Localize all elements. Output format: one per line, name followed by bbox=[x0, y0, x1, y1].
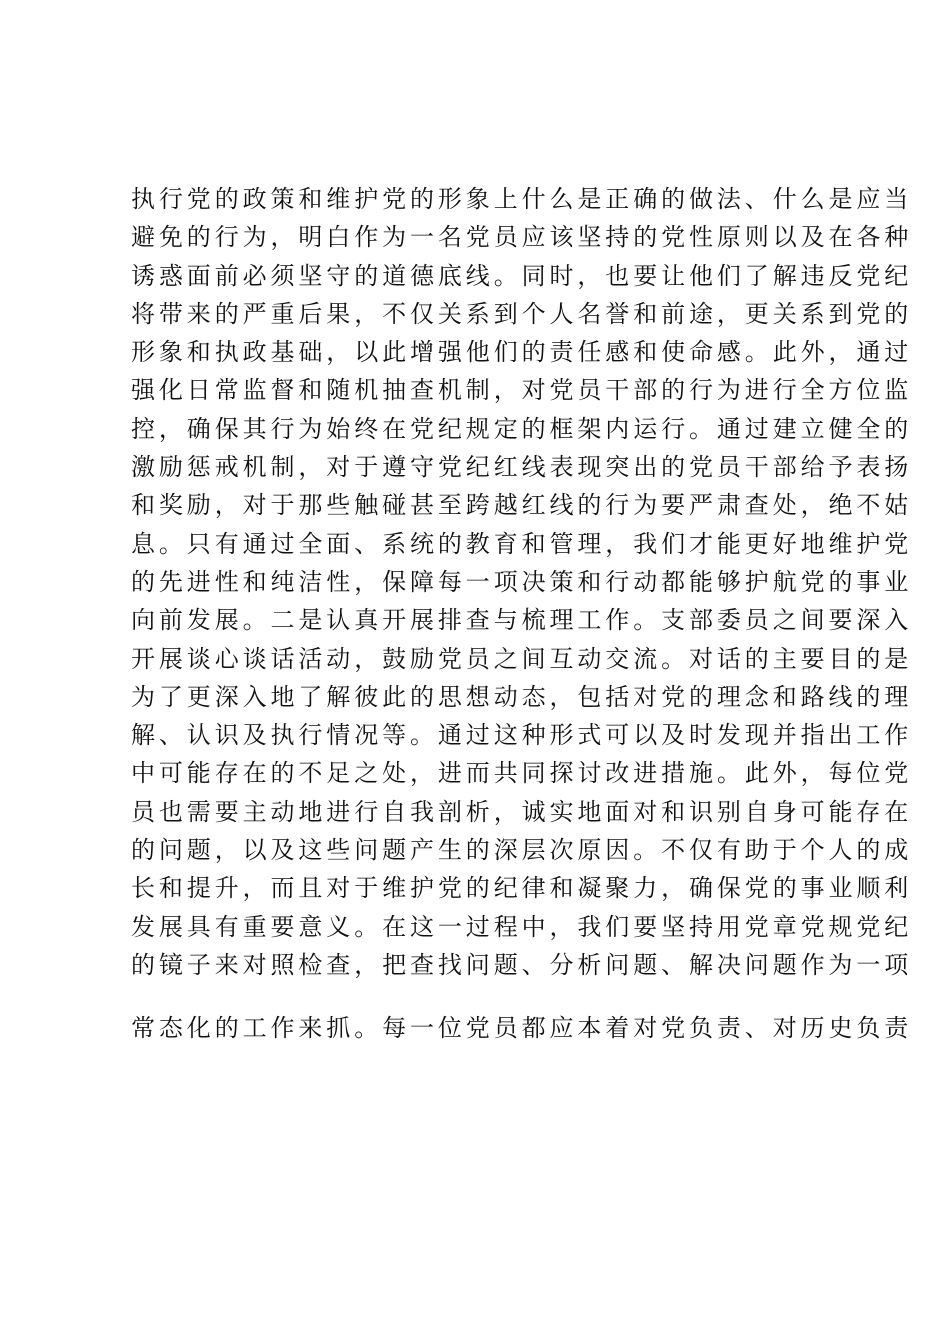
text-line: 发展具有重要意义。在这一过程中，我们要坚持用党章党规党纪 bbox=[131, 912, 913, 941]
text-line: 员也需要主动地进行自我剖析，诚实地面对和识别自身可能存在 bbox=[131, 797, 913, 826]
text-line: 常态化的工作来抓。每一位党员都应本着对党负责、对历史负责 bbox=[131, 1014, 913, 1043]
text-line: 息。只有通过全面、系统的教育和管理，我们才能更好地维护党 bbox=[131, 529, 913, 558]
text-line: 的问题，以及这些问题产生的深层次原因。不仅有助于个人的成 bbox=[131, 836, 913, 865]
text-line: 的先进性和纯洁性，保障每一项决策和行动都能够护航党的事业 bbox=[131, 567, 913, 596]
text-line: 控，确保其行为始终在党纪规定的框架内运行。通过建立健全的 bbox=[131, 414, 913, 443]
text-line: 形象和执政基础，以此增强他们的责任感和使命感。此外，通过 bbox=[131, 338, 913, 367]
text-line: 避免的行为，明白作为一名党员应该坚持的党性原则以及在各种 bbox=[131, 223, 913, 252]
text-line: 诱惑面前必须坚守的道德底线。同时，也要让他们了解违反党纪 bbox=[131, 261, 913, 290]
text-line: 强化日常监督和随机抽查机制，对党员干部的行为进行全方位监 bbox=[131, 376, 913, 405]
text-line: 将带来的严重后果，不仅关系到个人名誉和前途，更关系到党的 bbox=[131, 299, 913, 328]
text-line: 向前发展。二是认真开展排查与梳理工作。支部委员之间要深入 bbox=[131, 606, 913, 635]
text-line: 为了更深入地了解彼此的思想动态，包括对党的理念和路线的理 bbox=[131, 682, 913, 711]
text-line: 开展谈心谈话活动，鼓励党员之间互动交流。对话的主要目的是 bbox=[131, 644, 913, 673]
text-line: 长和提升，而且对于维护党的纪律和凝聚力，确保党的事业顺利 bbox=[131, 874, 913, 903]
text-line: 执行党的政策和维护党的形象上什么是正确的做法、什么是应当 bbox=[131, 185, 913, 213]
text-line: 激励惩戒机制，对于遵守党纪红线表现突出的党员干部给予表扬 bbox=[131, 453, 913, 482]
text-line: 解、认识及执行情况等。通过这种形式可以及时发现并指出工作 bbox=[131, 721, 913, 750]
text-line: 和奖励，对于那些触碰甚至跨越红线的行为要严肃查处，绝不姑 bbox=[131, 491, 913, 520]
text-line: 的镜子来对照检查，把查找问题、分析问题、解决问题作为一项 bbox=[131, 950, 913, 979]
body-text bbox=[131, 185, 913, 1055]
text-line: 中可能存在的不足之处，进而共同探讨改进措施。此外，每位党 bbox=[131, 759, 913, 788]
